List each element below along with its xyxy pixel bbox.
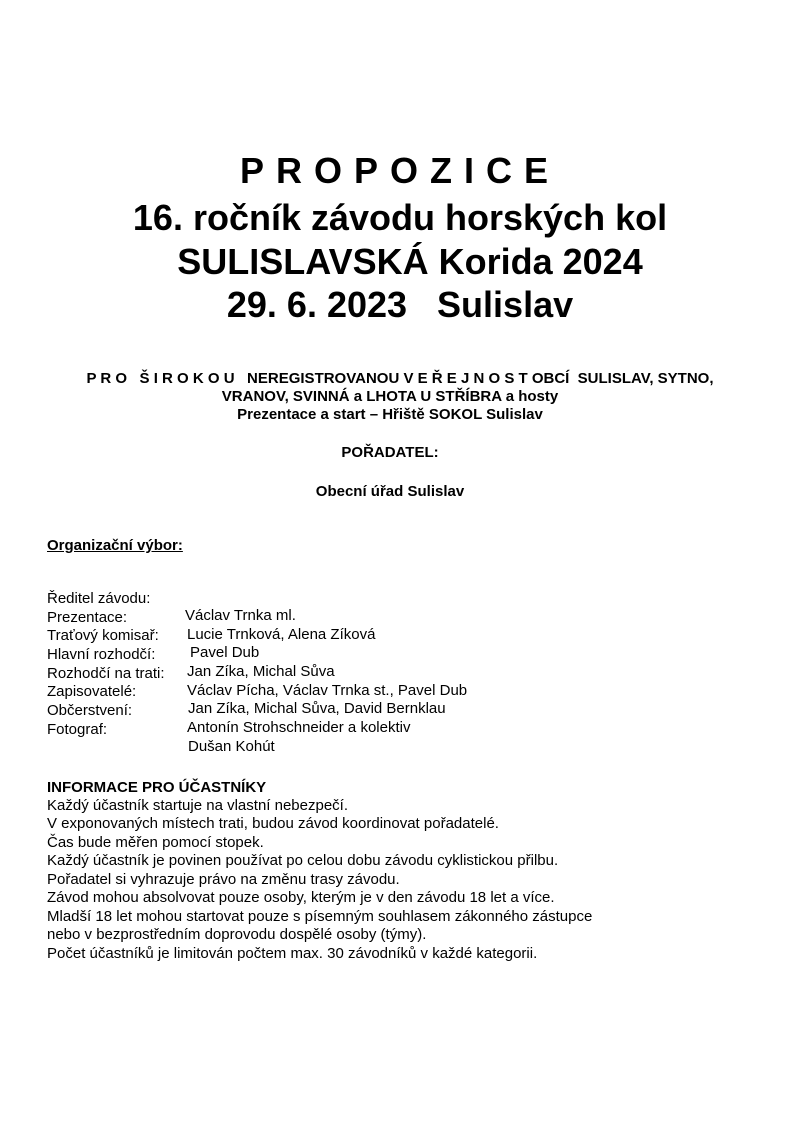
info-line: Počet účastníků je limitován počtem max. 30 závodníků v každé kategorii. [47, 945, 538, 962]
committee-person: Václav Pícha, Václav Trnka st., Pavel Dub [187, 682, 468, 699]
committee-role: Rozhodčí na trati: [47, 665, 165, 682]
info-line: nebo v bezprostředním doprovodu dospělé osoby (týmy). [47, 926, 427, 943]
organizer-name: Obecní úřad Sulislav [315, 483, 465, 500]
committee-person: Jan Zíka, Michal Sůva, David Bernklau [188, 700, 446, 717]
committee-role: Občerstvení: [47, 702, 133, 719]
committee-role: Ředitel závodu: [47, 590, 151, 607]
committee-person: Jan Zíka, Michal Sůva [187, 663, 335, 680]
intro-audience-line1: P R O Š I R O K O U NEREGISTROVANOU V E Ř E J N O S T OBCÍ SULISLAV, SYTNO, [86, 370, 714, 387]
committee-person: Lucie Trnková, Alena Zíková [187, 626, 376, 643]
info-line: Čas bude měřen pomocí stopek. [47, 834, 264, 851]
info-line: V exponovaných místech trati, budou závod koordinovat pořadatelé. [47, 815, 499, 832]
committee-person: Pavel Dub [190, 644, 260, 661]
doc-title: PROPOZICE [239, 150, 561, 191]
committee-heading: Organizační výbor: [47, 537, 183, 554]
committee-role: Prezentace: [47, 609, 128, 626]
info-heading: INFORMACE PRO ÚČASTNÍKY [47, 779, 267, 796]
intro-audience-line2: VRANOV, SVINNÁ a LHOTA U STŘÍBRA a hosty [221, 388, 559, 405]
info-line: Každý účastník startuje na vlastní nebezpečí. [47, 797, 349, 814]
doc-subtitle-event: SULISLAVSKÁ Korida 2024 [177, 241, 643, 282]
committee-role: Fotograf: [47, 721, 108, 738]
info-line: Pořadatel si vyhrazuje právo na změnu trasy závodu. [47, 871, 400, 888]
doc-subtitle-edition: 16. ročník závodu horských kol [132, 197, 668, 238]
committee-role: Zapisovatelé: [47, 683, 137, 700]
committee-role: Hlavní rozhodčí: [47, 646, 156, 663]
intro-venue: Prezentace a start – Hřiště SOKOL Sulislav [237, 406, 543, 423]
committee-person: Antonín Strohschneider a kolektiv [187, 719, 411, 736]
organizer-label: POŘADATEL: [341, 444, 439, 461]
info-line: Každý účastník je povinen používat po celou dobu závodu cyklistickou přilbu. [47, 852, 559, 869]
info-line: Závod mohou absolvovat pouze osoby, kterým je v den závodu 18 let a více. [47, 889, 555, 906]
committee-person: Václav Trnka ml. [185, 607, 296, 624]
info-line: Mladší 18 let mohou startovat pouze s písemným souhlasem zákonného zástupce [47, 908, 593, 925]
committee-role: Traťový komisař: [47, 627, 159, 644]
committee-person: Dušan Kohút [188, 738, 275, 755]
doc-subtitle-date-place: 29. 6. 2023 Sulislav [226, 284, 574, 325]
